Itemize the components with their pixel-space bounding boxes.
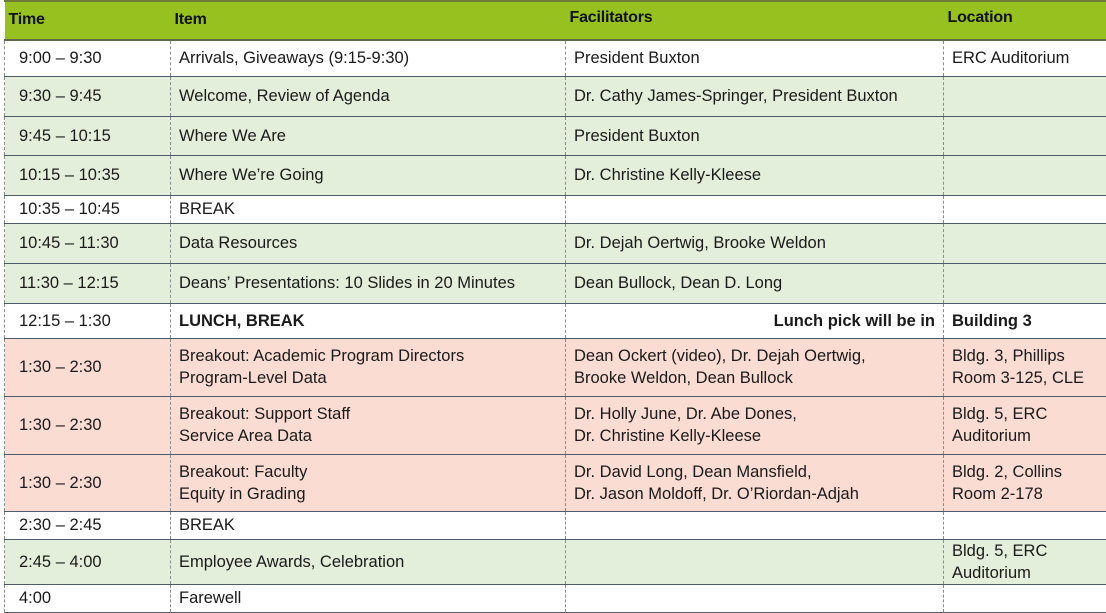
- cell-location: [944, 40, 1106, 76]
- header-row: [5, 2, 1106, 40]
- cell-line: Where We’re Going: [179, 166, 324, 184]
- cell-item: [171, 454, 566, 511]
- cell-line: Program-Level Data: [179, 369, 327, 387]
- cell-facilitators: [566, 454, 944, 511]
- cell-time: 9:00 – 9:30: [5, 40, 171, 76]
- cell-time: 2:30 – 2:45: [5, 511, 171, 539]
- cell-line: Bldg. 5, ERC: [952, 405, 1048, 423]
- cell-item: [171, 511, 566, 539]
- cell-time: 1:30 – 2:30: [5, 396, 171, 454]
- cell-item: [171, 155, 566, 195]
- cell-facilitators: [566, 116, 944, 155]
- table-row: [5, 263, 1106, 303]
- table-row: [5, 40, 1106, 76]
- cell-line: ERC Auditorium: [952, 49, 1070, 68]
- cell-facilitators: [566, 396, 944, 454]
- cell-item: [171, 539, 566, 584]
- cell-line: Dr. Cathy James-Springer, President Buxton: [574, 87, 898, 105]
- cell-time: 4:00: [5, 584, 171, 612]
- table-row: [5, 223, 1106, 263]
- cell-item: [171, 223, 566, 263]
- cell-time: 12:15 – 1:30: [5, 303, 171, 338]
- cell-location: [944, 338, 1106, 396]
- cell-facilitators: [566, 303, 944, 338]
- cell-line: Where We Are: [179, 126, 286, 145]
- cell-location: [944, 116, 1106, 155]
- cell-line: Data Resources: [179, 234, 298, 252]
- cell-line: Breakout: Academic Program Directors: [179, 347, 465, 365]
- cell-line: Lunch pick will be in: [773, 311, 935, 330]
- cell-item: [171, 396, 566, 454]
- agenda-body: [5, 40, 1106, 612]
- cell-time: 1:30 – 2:30: [5, 338, 171, 396]
- cell-facilitators: [566, 155, 944, 195]
- header-item: Item: [171, 2, 566, 40]
- cell-line: Welcome, Review of Agenda: [179, 87, 390, 105]
- cell-item: [171, 76, 566, 116]
- cell-line: Room 3-125, CLE: [952, 369, 1085, 387]
- cell-time: 2:45 – 4:00: [5, 539, 171, 584]
- cell-item: [171, 40, 566, 76]
- header-time: Time: [5, 2, 171, 40]
- cell-line: Dr. Holly June, Dr. Abe Dones,: [574, 405, 797, 423]
- cell-facilitators: [566, 40, 944, 76]
- cell-line: Dr. Christine Kelly-Kleese: [574, 166, 762, 184]
- cell-line: Breakout: Support Staff: [179, 405, 351, 423]
- cell-line: Bldg. 2, Collins: [952, 462, 1063, 481]
- cell-time: 10:35 – 10:45: [5, 195, 171, 223]
- cell-facilitators: [566, 76, 944, 116]
- cell-time: 9:30 – 9:45: [5, 76, 171, 116]
- cell-line: Deans’ Presentations: 10 Slides in 20 Minutes: [179, 274, 515, 292]
- cell-item: [171, 116, 566, 155]
- cell-line: Employee Awards, Celebration: [179, 552, 405, 571]
- cell-line: Dr. Christine Kelly-Kleese: [574, 427, 762, 445]
- cell-location: [944, 76, 1106, 116]
- cell-location: [944, 223, 1106, 263]
- cell-line: Room 2-178: [952, 484, 1043, 503]
- table-row: [5, 76, 1106, 116]
- cell-line: Dr. David Long, Dean Mansfield,: [574, 462, 812, 481]
- cell-line: Auditorium: [952, 563, 1031, 582]
- cell-location: [944, 263, 1106, 303]
- table-row: [5, 155, 1106, 195]
- cell-line: Dr. Dejah Oertwig, Brooke Weldon: [574, 234, 826, 252]
- cell-line: President Buxton: [574, 49, 700, 68]
- cell-line: LUNCH, BREAK: [179, 311, 305, 330]
- cell-facilitators: [566, 338, 944, 396]
- header-location: Location: [944, 2, 1106, 40]
- cell-facilitators: [566, 223, 944, 263]
- cell-item: [171, 263, 566, 303]
- table-row: [5, 116, 1106, 155]
- cell-line: BREAK: [179, 516, 235, 534]
- cell-line: Dean Bullock, Dean D. Long: [574, 274, 783, 292]
- cell-location: [944, 303, 1106, 338]
- cell-line: Breakout: Faculty: [179, 462, 308, 481]
- cell-time: 1:30 – 2:30: [5, 454, 171, 511]
- table-row: [5, 511, 1106, 539]
- cell-facilitators: [566, 263, 944, 303]
- cell-line: Brooke Weldon, Dean Bullock: [574, 369, 793, 387]
- cell-location: [944, 396, 1106, 454]
- table-row: [5, 396, 1106, 454]
- cell-time: 9:45 – 10:15: [5, 116, 171, 155]
- cell-location: [944, 511, 1106, 539]
- cell-line: President Buxton: [574, 126, 700, 145]
- cell-time: 10:15 – 10:35: [5, 155, 171, 195]
- header-facilitators: Facilitators: [566, 2, 944, 40]
- cell-facilitators: [566, 584, 944, 612]
- agenda-table: [4, 2, 1106, 613]
- cell-line: Service Area Data: [179, 427, 312, 445]
- cell-line: Dean Ockert (video), Dr. Dejah Oertwig,: [574, 347, 866, 365]
- cell-location: [944, 584, 1106, 612]
- cell-facilitators: [566, 511, 944, 539]
- cell-location: [944, 539, 1106, 584]
- table-row: [5, 195, 1106, 223]
- table-row: [5, 539, 1106, 584]
- cell-line: Bldg. 5, ERC: [952, 541, 1048, 560]
- cell-line: BREAK: [179, 200, 235, 218]
- cell-item: [171, 338, 566, 396]
- cell-line: Arrivals, Giveaways (9:15-9:30): [179, 49, 410, 68]
- cell-item: [171, 584, 566, 612]
- cell-facilitators: [566, 195, 944, 223]
- table-row: [5, 338, 1106, 396]
- cell-facilitators: [566, 539, 944, 584]
- cell-line: Bldg. 3, Phillips: [952, 347, 1065, 365]
- table-row: [5, 584, 1106, 612]
- cell-line: Dr. Jason Moldoff, Dr. O’Riordan-Adjah: [574, 484, 859, 503]
- cell-line: Equity in Grading: [179, 484, 306, 503]
- cell-location: [944, 195, 1106, 223]
- cell-time: 11:30 – 12:15: [5, 263, 171, 303]
- cell-line: Building 3: [952, 311, 1032, 330]
- cell-line: Farewell: [179, 589, 242, 607]
- cell-line: Auditorium: [952, 427, 1031, 445]
- cell-item: [171, 303, 566, 338]
- table-row: [5, 454, 1106, 511]
- cell-time: 10:45 – 11:30: [5, 223, 171, 263]
- cell-location: [944, 454, 1106, 511]
- cell-item: [171, 195, 566, 223]
- table-row: [5, 303, 1106, 338]
- cell-location: [944, 155, 1106, 195]
